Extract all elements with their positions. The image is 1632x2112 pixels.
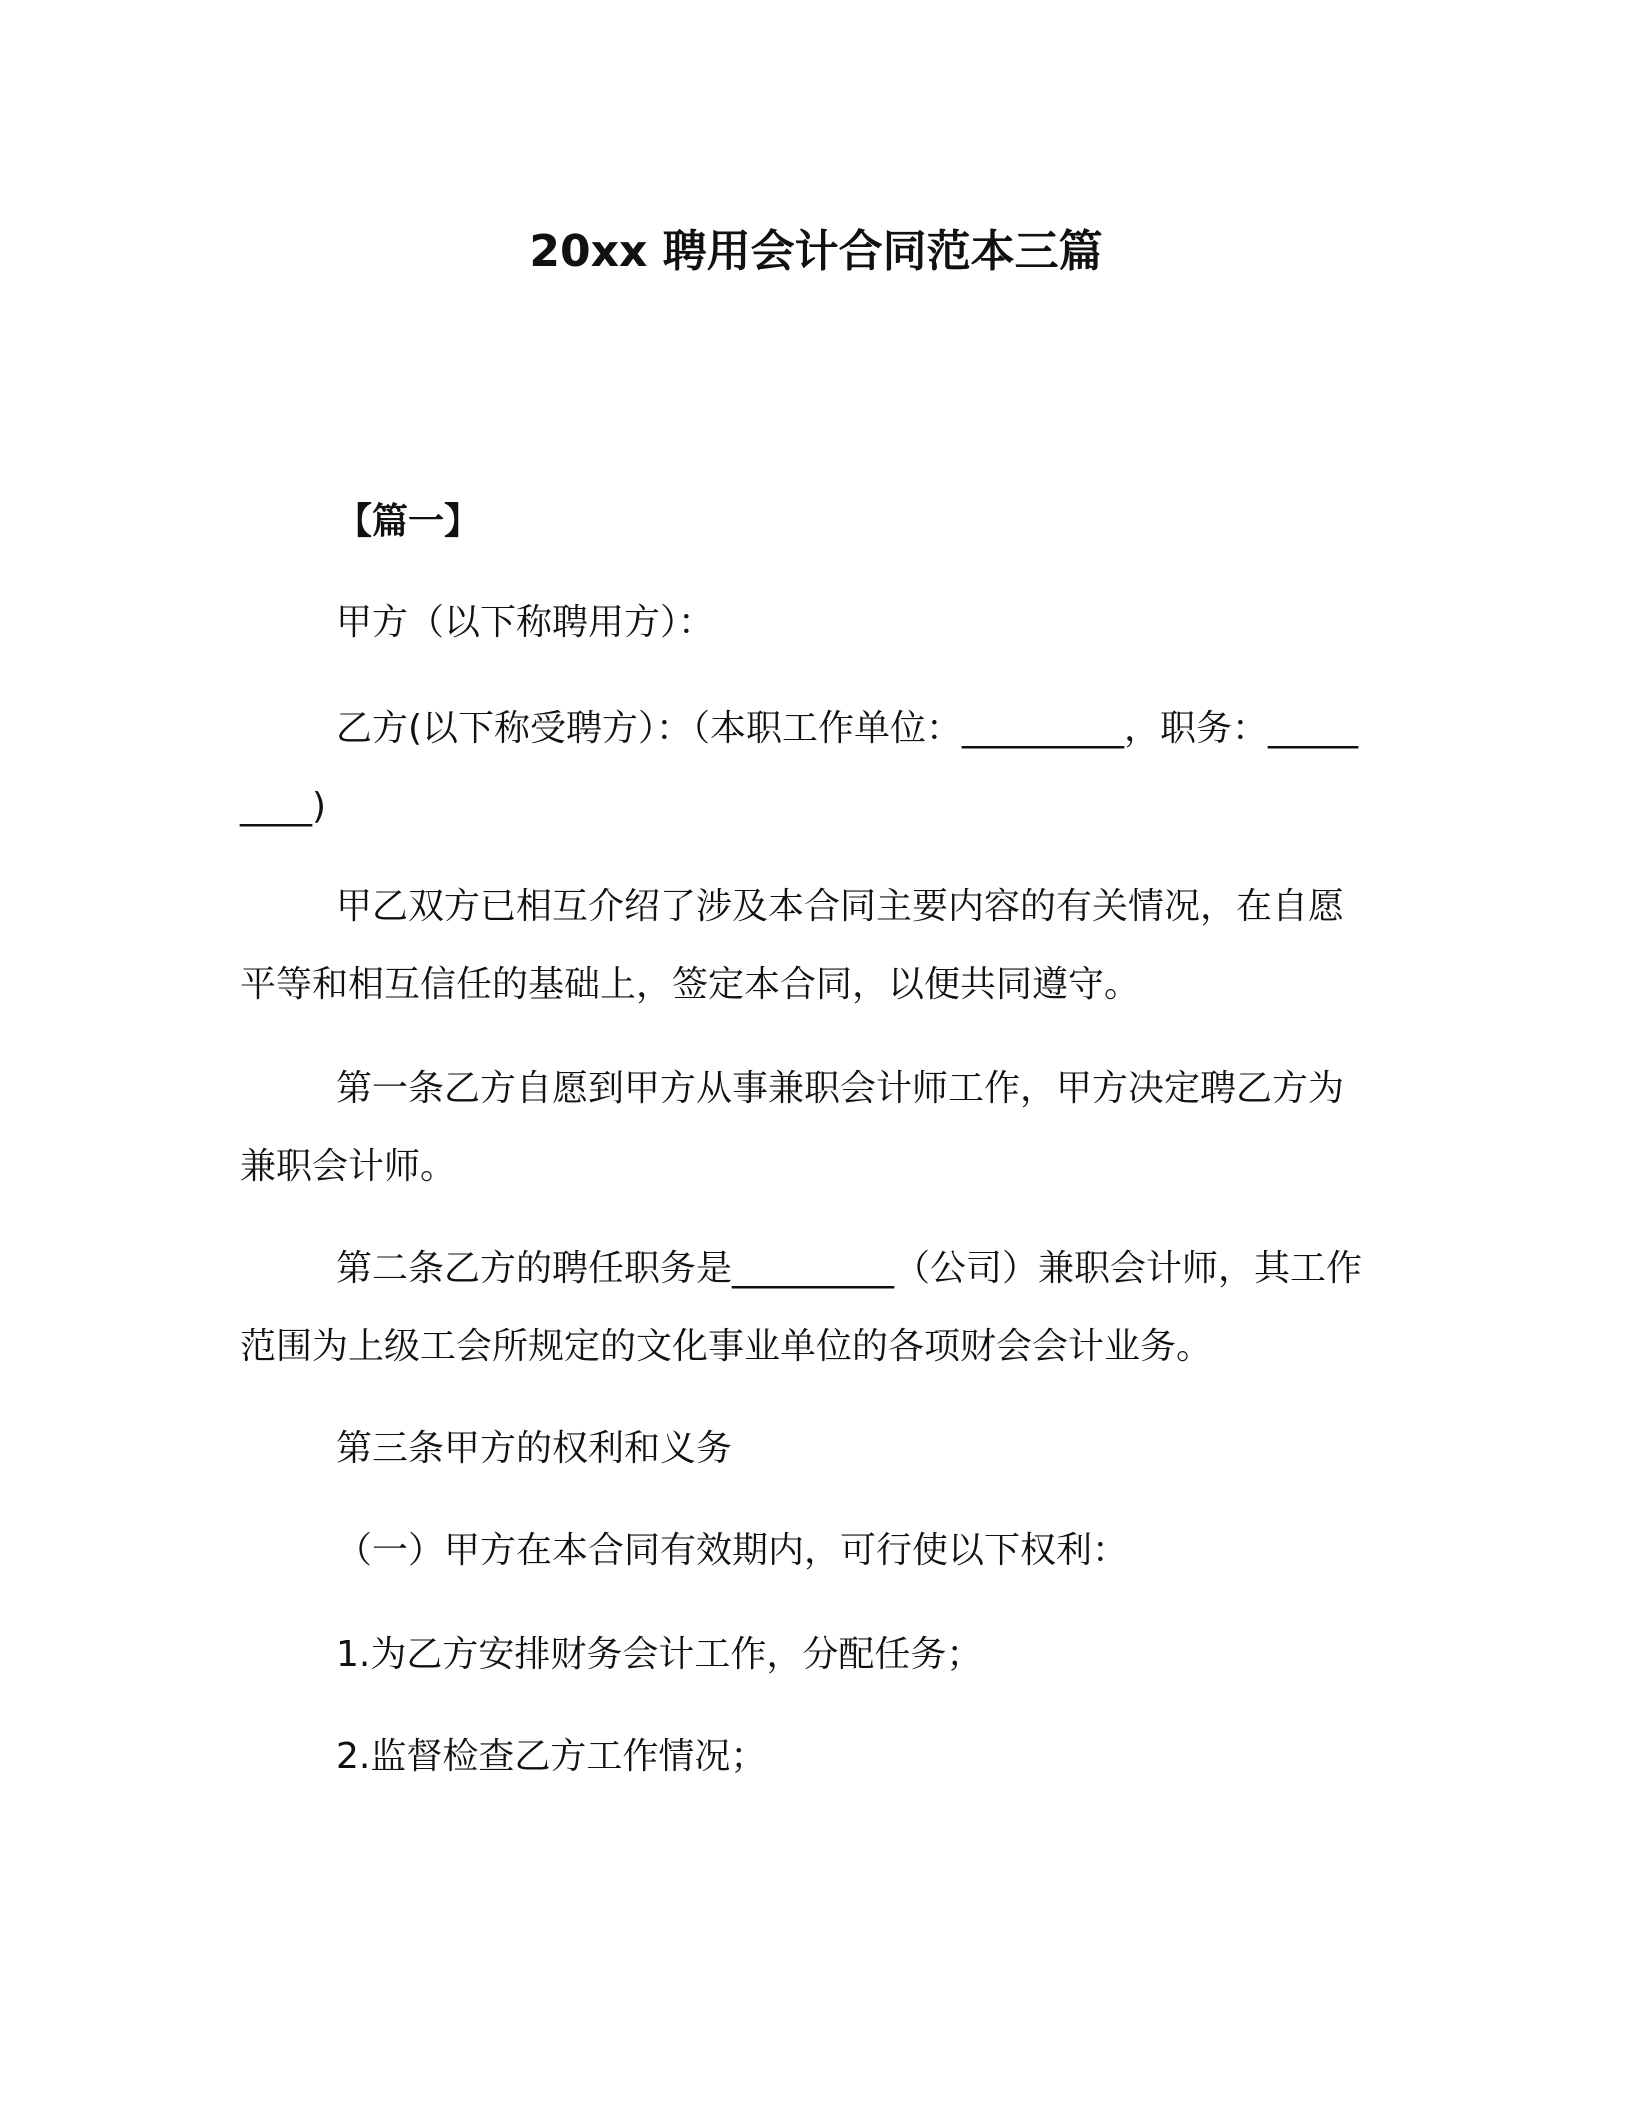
paragraph-article-2: 第二条乙方的聘任职务是_________（公司）兼职会计师，其工作范围为上级工会所规定的文化事业单位的各项财会会计业务。	[240, 1248, 1363, 1367]
paragraph-article-1: 第一条乙方自愿到甲方从事兼职会计师工作，甲方决定聘乙方为兼职会计师。	[240, 1068, 1345, 1187]
paragraph-intro: 甲乙双方已相互介绍了涉及本合同主要内容的有关情况，在自愿平等和相互信任的基础上，签定本合同，以便共同遵守。	[240, 886, 1345, 1005]
document-title: 20xx 聘用会计合同范本三篇	[529, 226, 1103, 277]
paragraph-party-a: 甲方（以下称聘用方）：	[336, 602, 715, 643]
paragraph-rights-intro: （一）甲方在本合同有效期内，可行使以下权利：	[336, 1530, 1129, 1571]
paragraph-article-3: 第三条甲方的权利和义务	[336, 1428, 733, 1469]
paragraph-right-2: 2.监督检查乙方工作情况；	[336, 1736, 767, 1777]
section-heading: 【篇一】	[336, 501, 481, 542]
paragraph-party-b: 乙方(以下称受聘方）：（本职工作单位：_________，职务：_________)	[240, 708, 1359, 827]
paragraph-right-1: 1.为乙方安排财务会计工作，分配任务；	[336, 1634, 983, 1675]
